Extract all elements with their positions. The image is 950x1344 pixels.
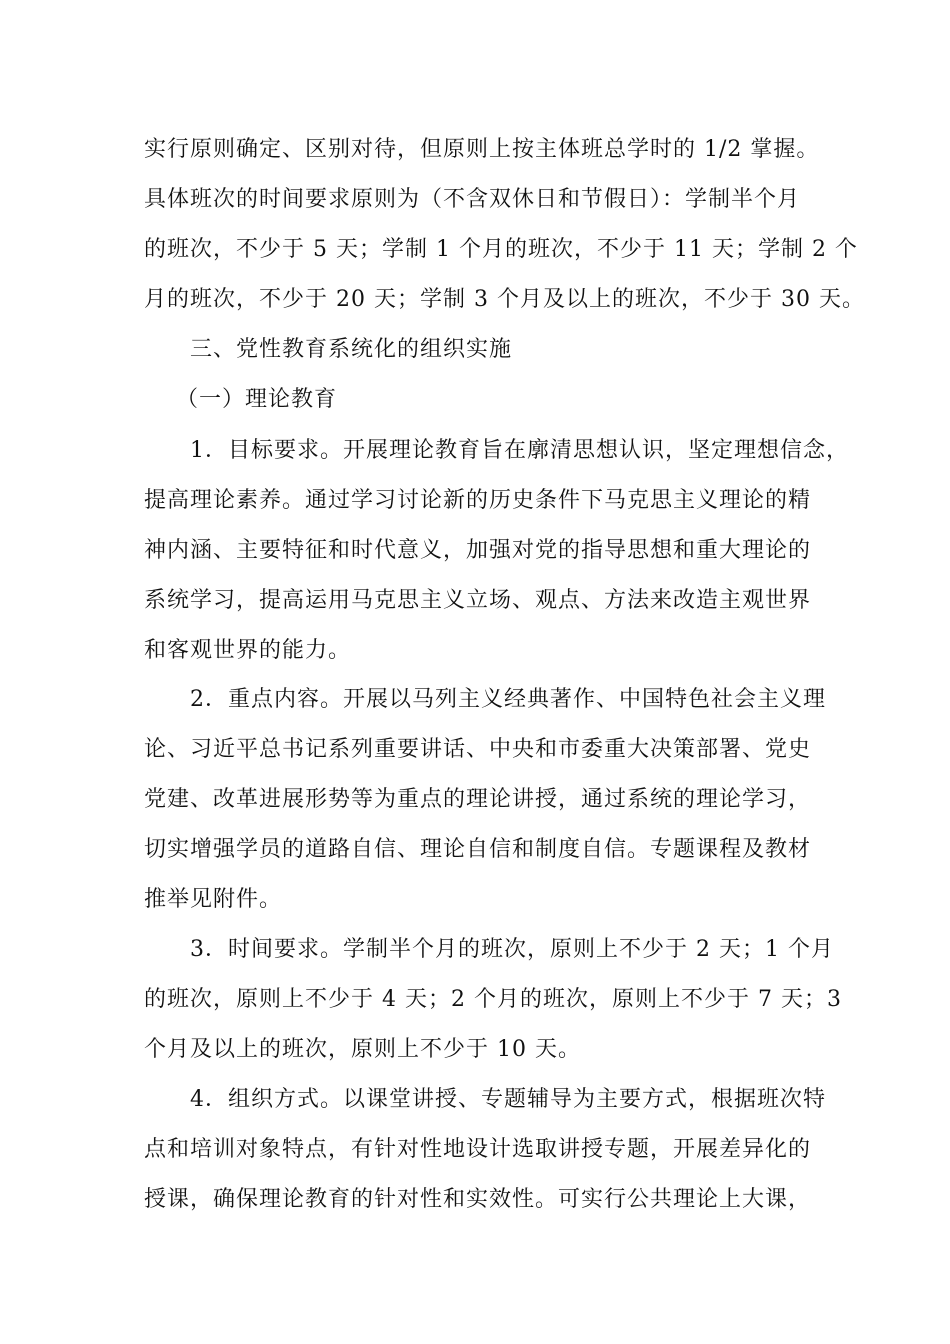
- text-line: 推举见附件。: [144, 887, 283, 912]
- text-line: 神内涵、主要特征和时代意义，加强对党的指导思想和重大理论的: [144, 538, 812, 563]
- text-line: 授课，确保理论教育的针对性和实效性。可实行公共理论上大课，: [144, 1187, 812, 1212]
- text-line: 2．重点内容。开展以马列主义经典著作、中国特色社会主义理: [190, 687, 826, 712]
- text-line: 个月及以上的班次，原则上不少于 10 天。: [144, 1037, 581, 1062]
- section-heading: 三、党性教育系统化的组织实施: [190, 337, 513, 362]
- text-line: 切实增强学员的道路自信、理论自信和制度自信。专题课程及教材: [144, 837, 812, 862]
- text-line: 4．组织方式。以课堂讲授、专题辅导为主要方式，根据班次特: [190, 1087, 826, 1112]
- text-line: 提高理论素养。通过学习讨论新的历史条件下马克思主义理论的精: [144, 488, 812, 513]
- text-line: 的班次，原则上不少于 4 天；2 个月的班次，原则上不少于 7 天；3: [144, 987, 842, 1012]
- text-line: 实行原则确定、区别对待，但原则上按主体班总学时的 1/2 掌握。: [144, 137, 820, 162]
- text-line: 系统学习，提高运用马克思主义立场、观点、方法来改造主观世界: [144, 588, 812, 613]
- subsection-heading: （一）理论教育: [176, 387, 338, 412]
- text-line: 党建、改革进展形势等为重点的理论讲授，通过系统的理论学习，: [144, 787, 812, 812]
- text-line: 具体班次的时间要求原则为（不含双休日和节假日）：学制半个月: [144, 187, 801, 212]
- text-line: 月的班次，不少于 20 天；学制 3 个月及以上的班次，不少于 30 天。: [144, 287, 865, 312]
- text-line: 1．目标要求。开展理论教育旨在廓清思想认识，坚定理想信念，: [190, 438, 849, 463]
- text-line: 论、习近平总书记系列重要讲话、中央和市委重大决策部署、党史: [144, 737, 812, 762]
- text-line: 点和培训对象特点，有针对性地设计选取讲授专题，开展差异化的: [144, 1137, 812, 1162]
- text-line: 的班次，不少于 5 天；学制 1 个月的班次，不少于 11 天；学制 2 个: [144, 237, 858, 262]
- text-line: 和客观世界的能力。: [144, 638, 352, 663]
- text-line: 3．时间要求。学制半个月的班次，原则上不少于 2 天；1 个月: [190, 937, 834, 962]
